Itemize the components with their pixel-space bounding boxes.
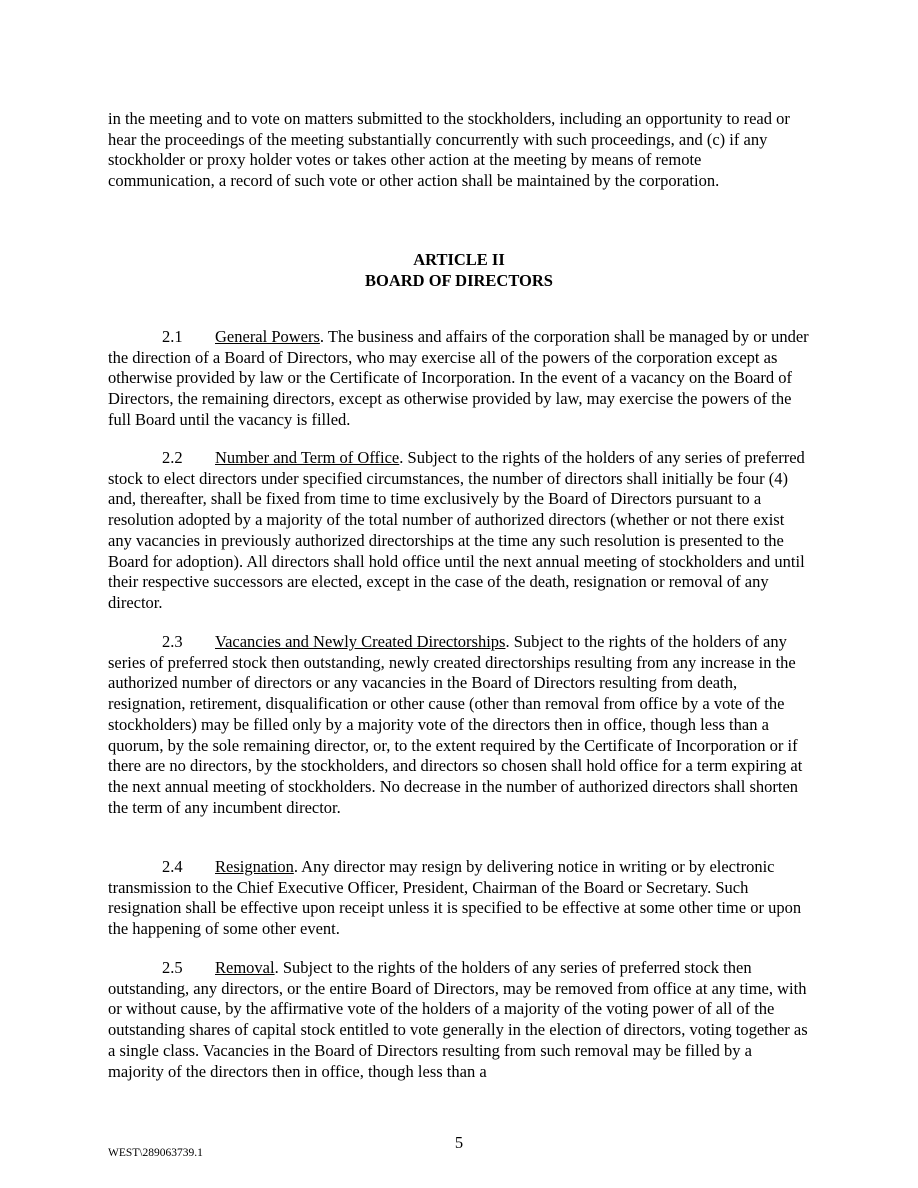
page-number: 5 — [454, 1133, 464, 1152]
section-2-3 — [108, 632, 810, 818]
section-number: 2.2 — [162, 448, 183, 467]
article-number: ARTICLE II — [413, 250, 505, 269]
section-body: . Subject to the rights of the holders of any series of preferred stock then outstanding, newly created directorships resulting from any increase in the authorized number of directors or any vacancies in the Board of Directors resulting from death, resignation, retirement, disqualification or other cause (other than removal from office by a vote of the stockholders) may be filled only by a majority vote of the directors then in office, though less than a quorum, by the sole remaining director, or, to the extent required by the Certificate of Incorporation or if there are no directors, by the stockholders, and directors so chosen shall hold office for a term expiring at the next annual meeting of stockholders. No decrease in the number of authorized directors shall shorten the term of any incumbent director. — [108, 632, 803, 817]
article-heading — [0, 249, 918, 291]
section-title: Resignation — [215, 857, 294, 876]
section-title: General Powers — [215, 327, 320, 346]
section-body: . Subject to the rights of the holders of any series of preferred stock then outstanding, any directors, or the entire Board of Directors, may be removed from office at any time, with or without cause, by the affirmative vote of the holders of a majority of the voting power of all of the outstanding shares of capital stock entitled to vote generally in the election of directors, voting together as a single class. Vacancies in the Board of Directors resulting from such removal may be filled by a majority of the directors then in office, though less than a — [108, 958, 808, 1081]
section-number: 2.5 — [162, 958, 183, 977]
intro-paragraph: in the meeting and to vote on matters submitted to the stockholders, including an opportunity to read or hear the proceedings of the meeting substantially concurrently with such proceedings, and (c) if any stockholder or proxy holder votes or takes other action at the meeting by means of remote communication, a record of such vote or other action shall be maintained by the corporation. — [108, 109, 790, 191]
section-title: Removal — [215, 958, 275, 977]
section-2-2 — [108, 448, 810, 614]
section-number: 2.4 — [162, 857, 183, 876]
section-2-4 — [108, 857, 810, 940]
article-title: BOARD OF DIRECTORS — [365, 271, 553, 290]
section-2-1 — [108, 327, 810, 431]
section-2-5 — [108, 958, 810, 1082]
section-title: Vacancies and Newly Created Directorships — [215, 632, 506, 651]
section-body: . The business and affairs of the corporation shall be managed by or under the direction of a Board of Directors, who may exercise all of the powers of the corporation except as otherwise provided by law or the Certificate of Incorporation. In the event of a vacancy on the Board of Directors, the remaining directors, except as otherwise provided by law, may exercise the powers of the full Board until the vacancy is filled. — [108, 327, 809, 429]
section-number: 2.3 — [162, 632, 183, 651]
section-title: Number and Term of Office — [215, 448, 400, 467]
section-number: 2.1 — [162, 327, 183, 346]
document-id: WEST\289063739.1 — [108, 1147, 203, 1159]
section-body: . Any director may resign by delivering notice in writing or by electronic transmission to the Chief Executive Officer, President, Chairman of the Board or Secretary. Such resignation shall be effective upon receipt unless it is specified to be effective at some other time or upon the happening of some other event. — [108, 857, 802, 939]
section-body: . Subject to the rights of the holders of any series of preferred stock to elect directors under specified circumstances, the number of directors shall initially be four (4) and, thereafter, shall be fixed from time to time exclusively by the Board of Directors pursuant to a resolution adopted by a majority of the total number of authorized directors (whether or not there exist any vacancies in previously authorized directorships at the time any such resolution is presented to the Board for adoption). All directors shall hold office until the next annual meeting of stockholders and until their respective successors are elected, except in the case of the death, resignation or removal of any director. — [108, 448, 805, 612]
